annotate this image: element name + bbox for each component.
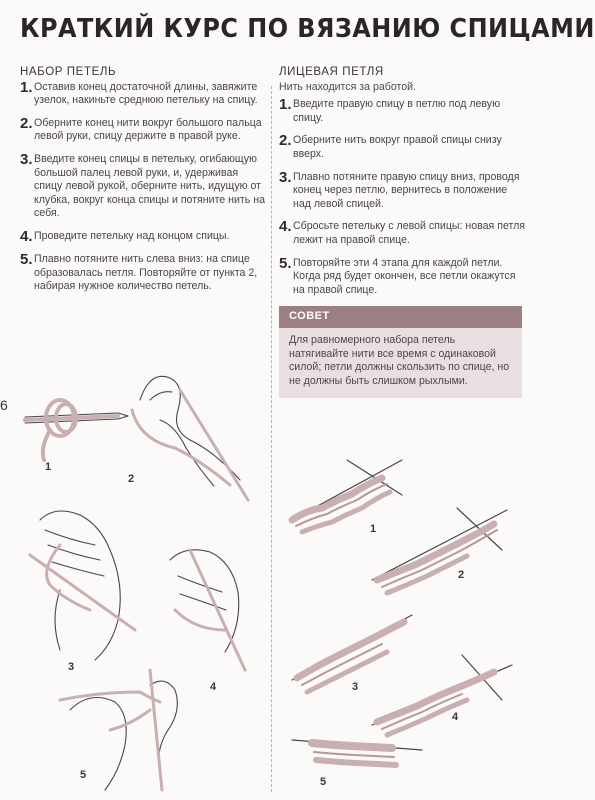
- cast-on-figure-3-number: 3: [68, 661, 75, 673]
- cast-on-figure-3-illustration: [30, 511, 135, 660]
- step-text: Введите правую спицу в петлю под левую спицу.: [293, 98, 501, 124]
- cast-on-figure-1-illustration: [25, 400, 128, 460]
- step-number: 3.: [279, 168, 292, 186]
- knit-figure-5-illustration: [292, 740, 422, 765]
- page-title: КРАТКИЙ КУРС ПО ВЯЗАНИЮ СПИЦАМИ: [20, 14, 595, 44]
- knit-step-4: [279, 220, 527, 247]
- tip-text: Для равномерного набора петель натягивайте нити все время с одинаковой силой; петли должны скользить по спице, но не должны быть слишком рыхлыми.: [279, 328, 522, 398]
- step-number: 1.: [20, 78, 33, 96]
- step-number: 2.: [20, 114, 33, 132]
- step-text: Оставив конец достаточной длины, завяжите узелок, накиньте среднюю петельку на спицу.: [34, 80, 258, 107]
- step-number: 4.: [279, 218, 292, 236]
- knit-stitch-heading: ЛИЦЕВАЯ ПЕТЛЯ: [279, 66, 384, 78]
- tip-box: [279, 306, 522, 398]
- knit-stitch-subtitle: Нить находится за работой.: [279, 80, 416, 93]
- step-number: 1.: [279, 96, 292, 114]
- cast-on-illustrations: [0, 330, 270, 800]
- step-text: Проведите петельку над концом спицы.: [34, 229, 230, 242]
- step-text: Введите конец спицы в петельку, огибающую большой палец левой руки, и, удерживая спицу левой рукой, оберните нить, идущую от клубка, вокруг конца спицы и потяните нить на себя.: [34, 152, 265, 220]
- cast-on-figure-2-illustration: [132, 376, 248, 500]
- knit-figure-5-number: 5: [320, 776, 327, 788]
- tip-heading: СОВЕТ: [279, 306, 522, 328]
- cast-on-figure-4-illustration: [170, 550, 245, 670]
- knit-figure-1-illustration: [292, 460, 402, 532]
- cast-on-heading: НАБОР ПЕТЕЛЬ: [20, 66, 117, 78]
- knit-step-5: [279, 254, 527, 298]
- step-number: 5.: [279, 254, 292, 272]
- cast-on-step-5: [20, 250, 266, 294]
- knit-step-3: [279, 168, 527, 212]
- cast-on-figure-4-number: 4: [210, 681, 217, 693]
- knit-figure-3-number: 3: [352, 681, 359, 693]
- step-text: Плавно потяните правую спицу вниз, проводя конец через петлю, вернитесь в положение над левой спицей.: [293, 170, 520, 210]
- cast-on-section: [20, 66, 266, 303]
- knit-stitch-section: [279, 66, 527, 398]
- knit-step-1: [279, 98, 527, 125]
- step-number: 2.: [279, 132, 292, 150]
- page-number-marker: 6: [0, 397, 8, 413]
- knit-figure-4-number: 4: [452, 711, 459, 723]
- step-number: 4.: [20, 227, 33, 245]
- knit-figure-4-illustration: [372, 655, 512, 735]
- cast-on-figure-5-number: 5: [80, 769, 87, 781]
- step-text: Сбросьте петельку с левой спицы: новая петля лежит на правой спице.: [293, 220, 526, 246]
- cast-on-step-2: [20, 114, 266, 144]
- knit-figure-2-number: 2: [458, 569, 465, 581]
- knit-step-2: [279, 134, 527, 161]
- knit-figure-1-number: 1: [370, 523, 377, 535]
- cast-on-figure-5-illustration: [60, 670, 177, 790]
- cast-on-step-1: [20, 78, 266, 108]
- knit-stitch-illustrations: [272, 440, 534, 800]
- cast-on-figure-1-number: 1: [45, 461, 52, 473]
- step-text: Плавно потяните нить слева вниз: на спице образовалась петля. Повторяйте от пункта 2, набирая нужное количество петель.: [34, 252, 258, 293]
- cast-on-figure-2-number: 2: [128, 473, 135, 485]
- step-number: 5.: [20, 250, 33, 268]
- step-text: Оберните нить вокруг правой спицы снизу вверх.: [293, 134, 502, 160]
- cast-on-step-3: [20, 150, 266, 221]
- step-number: 3.: [20, 150, 33, 168]
- knit-figure-2-illustration: [372, 508, 507, 593]
- cast-on-step-4: [20, 227, 266, 245]
- step-text: Повторяйте эти 4 этапа для каждой петли. Когда ряд будет окончен, все петли окажутся на правой спице.: [293, 256, 516, 296]
- step-text: Оберните конец нити вокруг большого пальца левой руки, спицу держите в правой руке.: [34, 116, 262, 143]
